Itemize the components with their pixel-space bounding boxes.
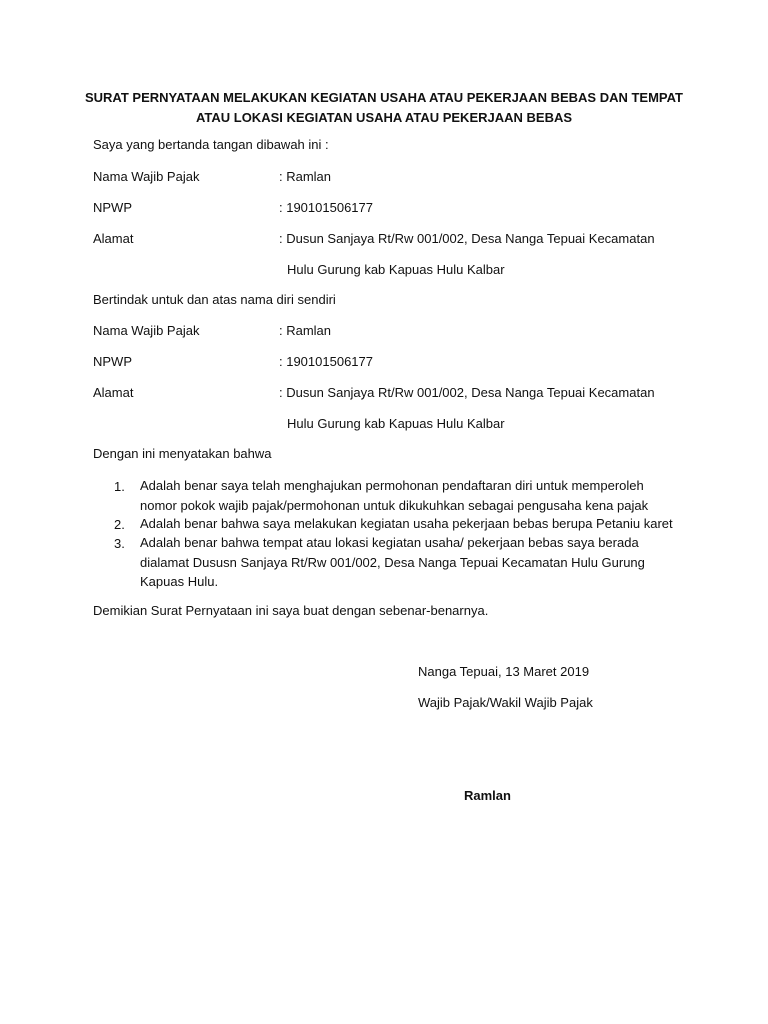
statement-2-text: Adalah benar bahwa saya melakukan kegiatan usaha pekerjaan bebas berupa Petaniu karet (140, 516, 673, 531)
taxpayer-address-line-1: : Dusun Sanjaya Rt/Rw 001/002, Desa Nanga Tepuai Kecamatan (279, 385, 655, 400)
taxpayer-address-label: Alamat (93, 385, 134, 400)
closing-statement: Demikian Surat Pernyataan ini saya buat dengan sebenar-benarnya. (93, 603, 489, 618)
statement-intro: Dengan ini menyatakan bahwa (93, 446, 272, 461)
intro-text: Saya yang bertanda tangan dibawah ini : (93, 137, 329, 152)
place-date: Nanga Tepuai, 13 Maret 2019 (418, 664, 590, 679)
signature-name: Ramlan (464, 788, 511, 803)
on-behalf-text: Bertindak untuk dan atas nama diri sendiri (93, 292, 336, 307)
document-title-line-2: ATAU LOKASI KEGIATAN USAHA ATAU PEKERJAAN BEBAS (195, 110, 573, 125)
signer-address-line-1: : Dusun Sanjaya Rt/Rw 001/002, Desa Nanga Tepuai Kecamatan (279, 231, 655, 246)
signer-name-value: : Ramlan (279, 169, 332, 184)
signer-address-label: Alamat (93, 231, 134, 246)
statement-2-number: 2. (114, 517, 125, 532)
statement-1-number: 1. (114, 479, 125, 494)
statement-3-text: Adalah benar bahwa tempat atau lokasi kegiatan usaha/ pekerjaan bebas saya berada dialamat Dususn Sanjaya Rt/Rw 001/002, Desa Nanga Tepuai Kecamatan Hulu Gurung Kapuas Hulu. (140, 535, 645, 589)
statement-1-text: Adalah benar saya telah menghajukan permohonan pendaftaran diri untuk memperoleh nomor pokok wajib pajak/permohonan untuk dikukuhkan sebagai pengusaha kena pajak (140, 478, 649, 513)
statement-3-number: 3. (114, 536, 125, 551)
document-title-line-1: SURAT PERNYATAAN MELAKUKAN KEGIATAN USAHA ATAU PEKERJAAN BEBAS DAN TEMPAT (84, 90, 683, 105)
signer-address-line-2: Hulu Gurung kab Kapuas Hulu Kalbar (287, 262, 505, 277)
signer-role: Wajib Pajak/Wakil Wajib Pajak (418, 695, 593, 710)
signer-npwp-label: NPWP (93, 200, 132, 215)
taxpayer-name-label: Nama Wajib Pajak (93, 323, 200, 338)
taxpayer-npwp-value: : 190101506177 (279, 354, 373, 369)
signer-name-label: Nama Wajib Pajak (93, 169, 200, 184)
signer-npwp-value: : 190101506177 (279, 200, 373, 215)
taxpayer-name-value: : Ramlan (279, 323, 332, 338)
taxpayer-address-line-2: Hulu Gurung kab Kapuas Hulu Kalbar (287, 416, 505, 431)
taxpayer-npwp-label: NPWP (93, 354, 132, 369)
